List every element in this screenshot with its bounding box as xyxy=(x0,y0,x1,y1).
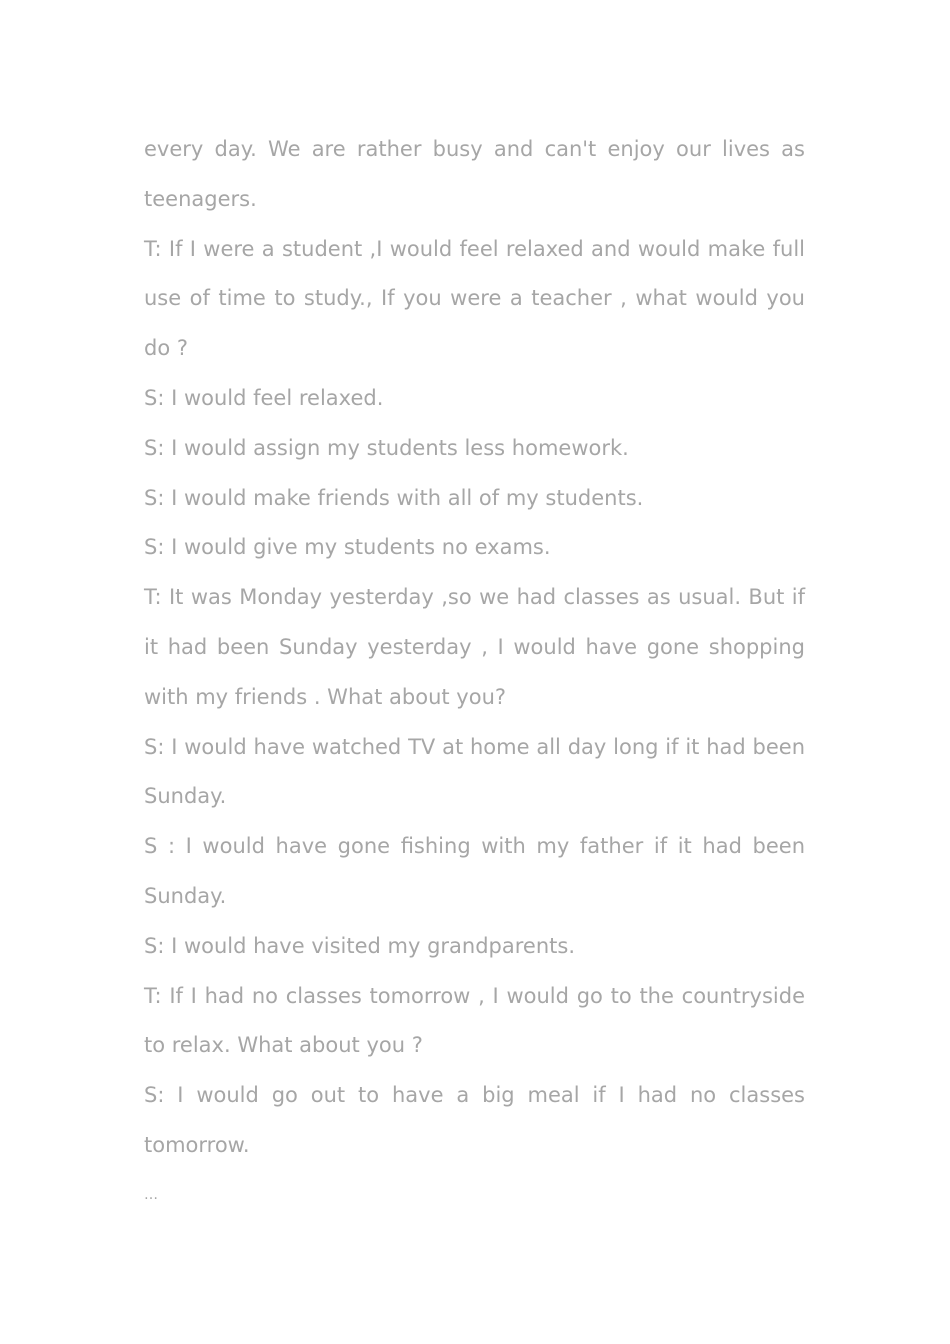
paragraph: S : I would have gone fishing with my father if it had been Sunday. xyxy=(144,834,805,908)
paragraph: T: If I were a student ,I would feel relaxed and would make full use of time to study., If you were a teacher , what would you do ? xyxy=(144,236,805,361)
paragraph: S: I would go out to have a big meal if I had no classes tomorrow. xyxy=(144,1083,805,1157)
document-body xyxy=(144,125,805,1221)
paragraph: S: I would have watched TV at home all day long if it had been Sunday. xyxy=(144,734,805,809)
paragraph: T: It was Monday yesterday ,so we had classes as usual. But if it had been Sunday yesterday , I would have gone shopping with my friends . What about you? xyxy=(144,585,805,709)
continuation-ellipsis: … xyxy=(144,1186,158,1203)
paragraph: S: I would feel relaxed. xyxy=(144,385,384,410)
paragraph: S: I would make friends with all of my students. xyxy=(144,485,644,510)
paragraph: S: I would assign my students less homework. xyxy=(144,435,629,460)
paragraph: S: I would have visited my grandparents. xyxy=(144,933,576,958)
paragraph: every day. We are rather busy and can't enjoy our lives as teenagers. xyxy=(144,137,805,211)
paragraph: T: If I had no classes tomorrow , I would go to the countryside to relax. What about you ? xyxy=(144,983,805,1058)
paragraph: S: I would give my students no exams. xyxy=(144,535,551,560)
